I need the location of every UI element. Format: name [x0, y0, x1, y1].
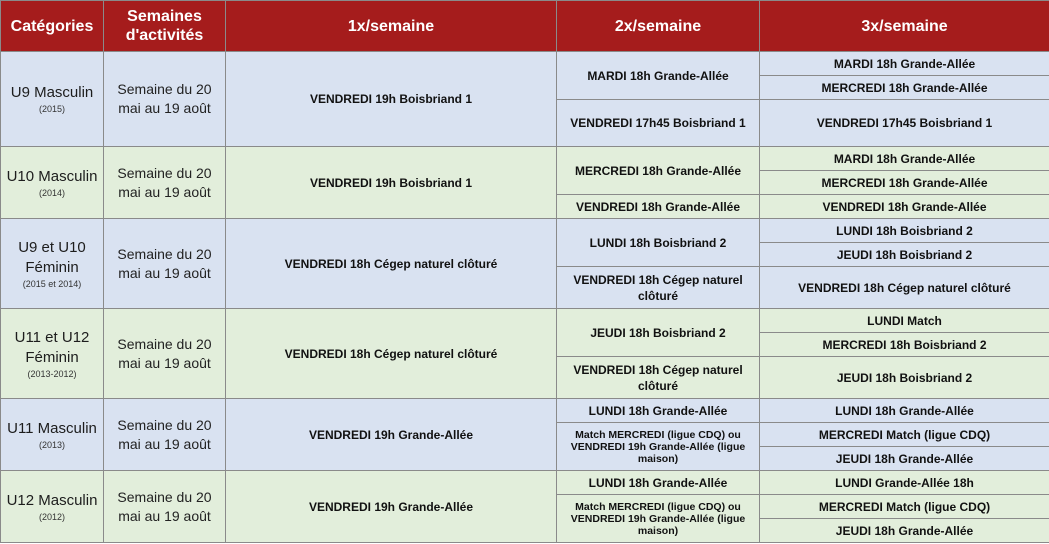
category-year: (2014)	[38, 187, 65, 198]
slot-3x: LUNDI 18h Grande-Allée	[760, 399, 1049, 423]
slot-3x: MARDI 18h Grande-Allée	[760, 147, 1049, 171]
slot-1x: VENDREDI 19h Grande-Allée	[226, 471, 557, 543]
slot-3x: VENDREDI 18h Grande-Allée	[760, 195, 1049, 219]
slot-1x: VENDREDI 19h Boisbriand 1	[226, 52, 557, 147]
slot-3x: MERCREDI 18h Boisbriand 2	[760, 333, 1049, 357]
weeks-cell: Semaine du 20 mai au 19 août	[104, 52, 226, 147]
category-cell	[1, 399, 104, 471]
slot-1x: VENDREDI 19h Grande-Allée	[226, 399, 557, 471]
header-semaines: Semaines d'activités	[104, 1, 226, 52]
category-year: (2012)	[38, 511, 65, 522]
category-cell	[1, 471, 104, 543]
weeks-cell: Semaine du 20 mai au 19 août	[104, 219, 226, 309]
slot-2x: VENDREDI 18h Cégep naturel clôturé	[557, 267, 760, 309]
table-row	[1, 471, 1049, 495]
category-cell	[1, 219, 104, 309]
slot-3x: JEUDI 18h Grande-Allée	[760, 447, 1049, 471]
slot-2x: VENDREDI 18h Cégep naturel clôturé	[557, 357, 760, 399]
header-row	[1, 1, 1049, 52]
slot-3x: MERCREDI 18h Grande-Allée	[760, 171, 1049, 195]
slot-2x: VENDREDI 18h Grande-Allée	[557, 195, 760, 219]
slot-3x: MERCREDI Match (ligue CDQ)	[760, 495, 1049, 519]
slot-3x: MERCREDI Match (ligue CDQ)	[760, 423, 1049, 447]
category-name: U9 Masculin	[10, 84, 94, 101]
slot-2x: LUNDI 18h Boisbriand 2	[557, 219, 760, 267]
category-name: U11 et U12 Féminin	[14, 328, 90, 366]
category-cell	[1, 52, 104, 147]
weeks-cell: Semaine du 20 mai au 19 août	[104, 471, 226, 543]
category-cell	[1, 147, 104, 219]
slot-2x: LUNDI 18h Grande-Allée	[557, 399, 760, 423]
slot-3x: JEUDI 18h Grande-Allée	[760, 519, 1049, 543]
slot-1x: VENDREDI 18h Cégep naturel clôturé	[226, 219, 557, 309]
slot-3x: JEUDI 18h Boisbriand 2	[760, 243, 1049, 267]
slot-3x: MARDI 18h Grande-Allée	[760, 52, 1049, 76]
header-1x: 1x/semaine	[226, 1, 557, 52]
weeks-cell: Semaine du 20 mai au 19 août	[104, 309, 226, 399]
category-cell	[1, 309, 104, 399]
table-row	[1, 147, 1049, 171]
category-name: U11 Masculin	[7, 419, 97, 437]
category-year: (2015 et 2014)	[22, 278, 82, 289]
weeks-cell: Semaine du 20 mai au 19 août	[104, 147, 226, 219]
weeks-cell: Semaine du 20 mai au 19 août	[104, 399, 226, 471]
slot-3x: LUNDI Match	[760, 309, 1049, 333]
table-row	[1, 399, 1049, 423]
slot-2x: VENDREDI 17h45 Boisbriand 1	[557, 100, 760, 147]
category-name: U9 et U10 Féminin	[18, 238, 86, 276]
category-name: U10 Masculin	[6, 167, 98, 185]
slot-3x: MERCREDI 18h Grande-Allée	[760, 76, 1049, 100]
table-row	[1, 52, 1049, 76]
slot-3x: VENDREDI 17h45 Boisbriand 1	[760, 100, 1049, 147]
header-3x: 3x/semaine	[760, 1, 1049, 52]
slot-3x: JEUDI 18h Boisbriand 2	[760, 357, 1049, 399]
slot-2x: Match MERCREDI (ligue CDQ) ou VENDREDI 19h Grande-Allée (ligue maison)	[557, 495, 760, 543]
slot-3x: LUNDI 18h Boisbriand 2	[760, 219, 1049, 243]
slot-2x: JEUDI 18h Boisbriand 2	[557, 309, 760, 357]
category-year: (2013)	[38, 439, 65, 450]
header-categories: Catégories	[1, 1, 104, 52]
slot-2x: LUNDI 18h Grande-Allée	[557, 471, 760, 495]
category-year: (2015)	[38, 104, 65, 114]
slot-2x: Match MERCREDI (ligue CDQ) ou VENDREDI 19h Grande-Allée (ligue maison)	[557, 423, 760, 471]
slot-3x: LUNDI Grande-Allée 18h	[760, 471, 1049, 495]
header-2x: 2x/semaine	[557, 1, 760, 52]
slot-2x: MERCREDI 18h Grande-Allée	[557, 147, 760, 195]
slot-2x: MARDI 18h Grande-Allée	[557, 52, 760, 100]
slot-1x: VENDREDI 18h Cégep naturel clôturé	[226, 309, 557, 399]
category-year: (2013-2012)	[27, 368, 77, 379]
category-name: U12 Masculin	[6, 491, 98, 509]
slot-3x: VENDREDI 18h Cégep naturel clôturé	[760, 267, 1049, 309]
slot-1x: VENDREDI 19h Boisbriand 1	[226, 147, 557, 219]
table-row	[1, 219, 1049, 243]
table-row	[1, 309, 1049, 333]
